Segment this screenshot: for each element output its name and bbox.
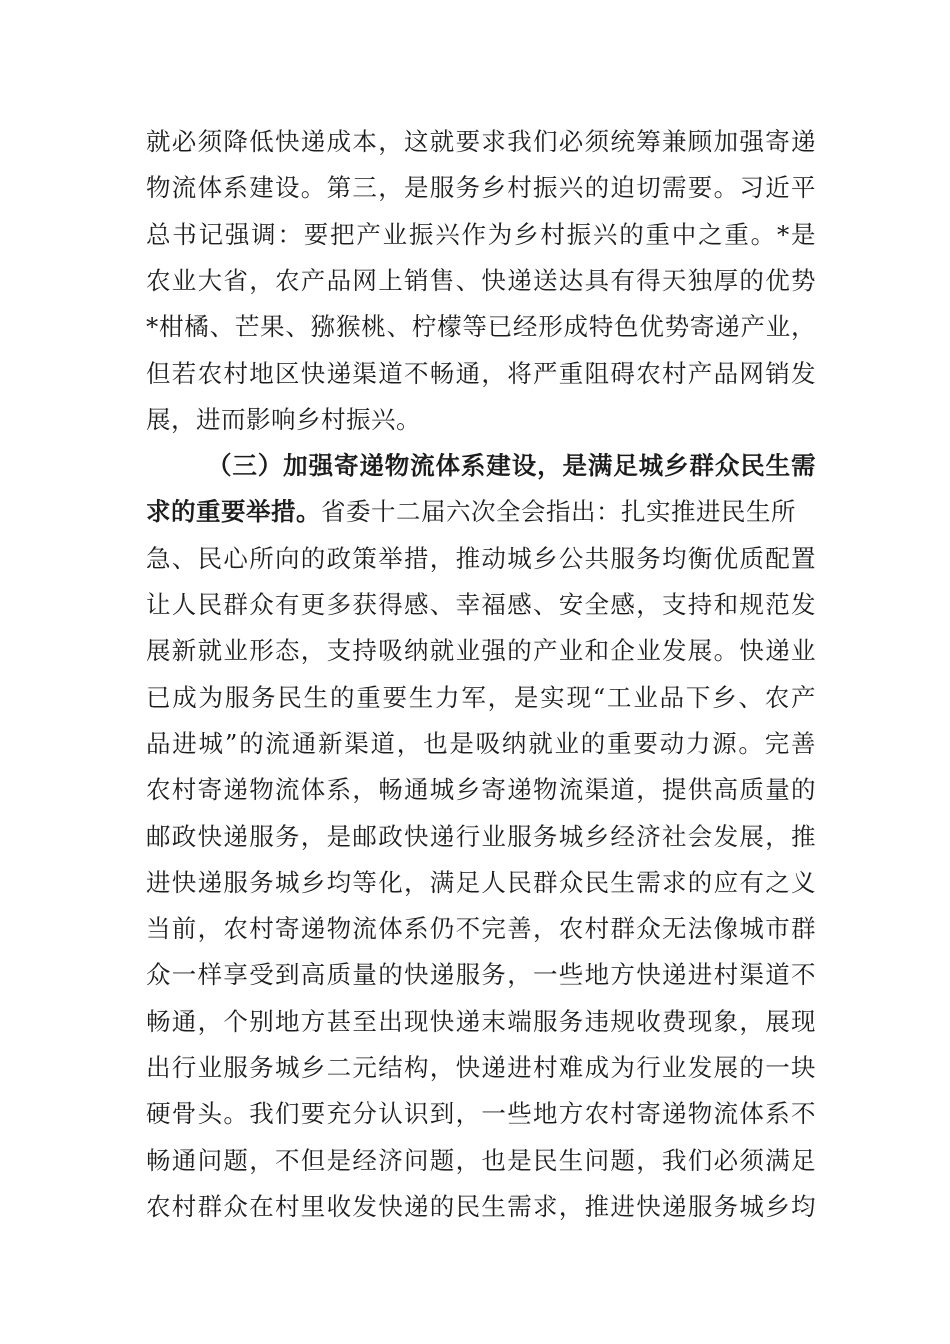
- section-heading-line: （三）加强寄递物流体系建设，是满足城乡群众民生需: [207, 451, 816, 481]
- text-line: 就必须降低快递成本，这就要求我们必须统筹兼顾加强寄递: [146, 127, 816, 156]
- text-line: 邮政快递服务，是邮政快递行业服务城乡经济社会发展，推: [146, 821, 816, 851]
- text-line: 让人民群众有更多获得感、幸福感、安全感，支持和规范发: [146, 590, 816, 619]
- text-line: 硬骨头。我们要充分认识到，一些地方农村寄递物流体系不: [146, 1099, 816, 1129]
- text-line: 品进城”的流通新渠道，也是吸纳就业的重要动力源。完善: [146, 728, 816, 758]
- text-line: 展新就业形态，支持吸纳就业强的产业和企业发展。快递业: [146, 636, 816, 666]
- text-line: 出行业服务城乡二元结构，快递进村难成为行业发展的一块: [146, 1053, 816, 1082]
- text-line: 进快递服务城乡均等化，满足人民群众民生需求的应有之义: [146, 867, 816, 897]
- text-line: 畅通，个别地方甚至出现快递末端服务违规收费现象，展现: [146, 1006, 816, 1036]
- text-line: 已成为服务民生的重要生力军，是实现“工业品下乡、农产: [146, 682, 816, 712]
- text-line: 展，进而影响乡村振兴。: [146, 404, 421, 434]
- text-line: 畅通问题，不但是经济问题，也是民生问题，我们必须满足: [146, 1145, 816, 1175]
- text-line: 农村寄递物流体系，畅通城乡寄递物流渠道，提供高质量的: [146, 775, 816, 805]
- text-line: *柑橘、芒果、猕猴桃、柠檬等已经形成特色优势寄递产业，: [146, 312, 816, 342]
- text-line: 总书记强调：要把产业振兴作为乡村振兴的重中之重。*是: [146, 219, 816, 249]
- text-line: 但若农村地区快递渠道不畅通，将严重阻碍农村产品网销发: [146, 358, 816, 388]
- text-line: 农业大省，农产品网上销售、快递送达具有得天独厚的优势: [146, 265, 816, 295]
- text-line: 物流体系建设。第三，是服务乡村振兴的迫切需要。习近平: [146, 173, 816, 203]
- text-line: 众一样享受到高质量的快递服务，一些地方快递进村渠道不: [146, 960, 816, 990]
- text-line: 当前，农村寄递物流体系仍不完善，农村群众无法像城市群: [146, 914, 816, 944]
- text-line: 急、民心所向的政策举措，推动城乡公共服务均衡优质配置: [146, 543, 816, 573]
- text-line: 农村群众在村里收发快递的民生需求，推进快递服务城乡均: [146, 1191, 816, 1221]
- text-segment: 省委十二届六次全会指出：扎实推进民生所: [321, 497, 796, 527]
- section-heading-tail: 求的重要举措。: [146, 497, 321, 527]
- text-line-mixed: [146, 495, 816, 529]
